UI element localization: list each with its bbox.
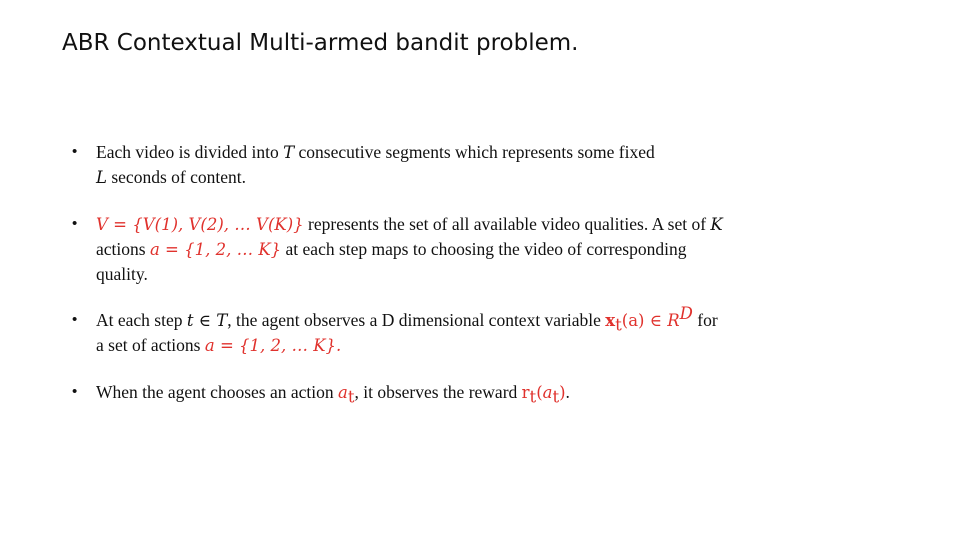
math-var: (a) ∈: [621, 311, 668, 330]
math-expression: a = {1, 2, … K}: [149, 240, 282, 259]
math-paren: ): [559, 383, 566, 402]
text-run: , the agent observes a D dimensional context variable: [227, 310, 606, 330]
bullet-marker: •: [72, 143, 78, 160]
math-expression: V = {V(1), V(2), … V(K)}: [96, 215, 304, 234]
math-expression: t ∈ T: [186, 311, 228, 330]
text-run: .: [565, 382, 570, 402]
bullet-line: [96, 212, 816, 237]
math-subscript: t: [529, 387, 537, 407]
bullet-line: [96, 380, 816, 405]
bullet-line: [96, 304, 816, 335]
math-paren: (: [536, 383, 543, 402]
text-run: actions: [96, 239, 150, 259]
math-subscript: t: [552, 387, 560, 407]
math-superscript: D: [679, 304, 693, 324]
bullet-marker: •: [72, 311, 78, 328]
bullet-text: [96, 380, 816, 405]
math-var: a: [542, 383, 553, 402]
text-run: Each video is divided into: [96, 142, 284, 162]
text-run: for: [692, 310, 718, 330]
bullet-text: [96, 304, 816, 358]
text-run: At each step: [96, 310, 187, 330]
math-subscript: t: [347, 387, 355, 407]
text-run: , it observes the reward: [354, 382, 522, 402]
text-run: seconds of content.: [106, 167, 246, 187]
math-expression: [605, 304, 693, 335]
math-var: R: [667, 311, 680, 330]
text-run: When the agent chooses an action: [96, 382, 338, 402]
bullet-text: [96, 212, 816, 286]
bullet-line: [96, 262, 816, 286]
math-expression: [338, 382, 355, 407]
math-subscript: t: [615, 315, 622, 335]
text-run: a set of actions: [96, 335, 205, 355]
text-run: at each step maps to choosing the video of corresponding: [281, 239, 687, 259]
text-run: quality.: [96, 264, 148, 284]
math-var: r: [521, 383, 530, 402]
math-var: a: [338, 383, 348, 402]
bullet-line: [96, 165, 816, 190]
math-var: x: [605, 311, 616, 330]
bullet-marker: •: [72, 215, 78, 232]
math-var: K: [710, 215, 723, 234]
bullet-line: [96, 237, 816, 262]
math-expression: [521, 382, 566, 407]
bullet-marker: •: [72, 383, 78, 400]
bullet-text: [96, 140, 816, 190]
math-var: L: [96, 168, 107, 187]
slide-title: ABR Contextual Multi-armed bandit problem.: [62, 30, 579, 56]
text-run: consecutive segments which represents some fixed: [294, 142, 655, 162]
bullet-line: [96, 333, 816, 358]
math-expression: a = {1, 2, … K}.: [204, 336, 342, 355]
math-var: T: [283, 143, 295, 162]
text-run: represents the set of all available video qualities. A set of: [303, 214, 711, 234]
bullet-line: [96, 140, 816, 165]
